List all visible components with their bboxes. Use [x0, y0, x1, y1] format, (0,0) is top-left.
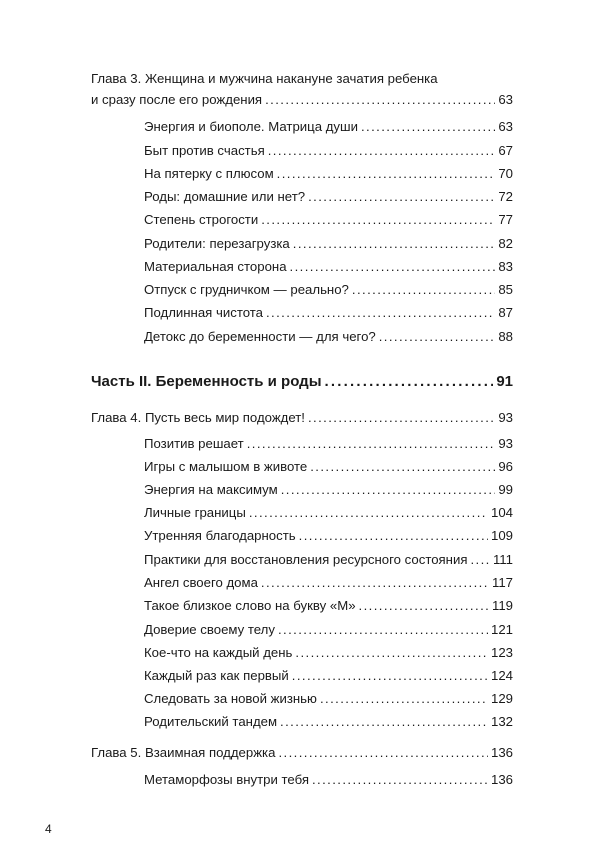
dot-leader	[261, 575, 489, 591]
dot-leader	[278, 622, 488, 638]
toc-entry-page: 85	[498, 282, 513, 297]
toc-entry[interactable]	[144, 305, 513, 321]
toc-entry-page: 104	[490, 505, 513, 520]
dot-leader	[308, 410, 495, 426]
dot-leader	[470, 552, 489, 568]
toc-entry-page: 136	[490, 745, 513, 760]
chapter-3-title-line1: Глава 3. Женщина и мужчина накануне зачатия ребенка	[91, 71, 438, 86]
toc-entry-title: Родители: перезагрузка	[144, 236, 290, 251]
toc-entry-title: Утренняя благодарность	[144, 528, 296, 543]
toc-entry-page: 82	[498, 236, 513, 251]
toc-entry-chapter-4[interactable]	[91, 410, 513, 426]
toc-entry[interactable]	[144, 622, 513, 638]
toc-entry[interactable]	[144, 259, 513, 275]
dot-leader	[281, 482, 496, 498]
toc-entry[interactable]	[144, 645, 513, 661]
toc-entry-page: 77	[498, 212, 513, 227]
dot-leader	[265, 92, 495, 108]
toc-entry-title: Глава 4. Пусть весь мир подождет!	[91, 410, 305, 425]
toc-entry-page: 63	[498, 92, 513, 107]
toc-entry-part-2[interactable]	[91, 374, 513, 390]
toc-entry-title: Быт против счастья	[144, 143, 265, 158]
toc-entry[interactable]	[144, 552, 513, 568]
toc-entry-title: Доверие своему телу	[144, 622, 275, 637]
toc-entry-title: Каждый раз как первый	[144, 668, 289, 683]
toc-entry-title: Материальная сторона	[144, 259, 287, 274]
toc-entry-page: 91	[496, 373, 513, 390]
dot-leader	[261, 212, 495, 228]
dot-leader	[379, 329, 496, 345]
toc-entry-title: Энергия и биополе. Матрица души	[144, 119, 358, 134]
toc-entry-page: 129	[490, 691, 513, 706]
dot-leader	[277, 166, 496, 182]
toc-entry-title: Энергия на максимум	[144, 482, 278, 497]
toc-entry-page: 93	[498, 410, 513, 425]
toc-entry-page: 88	[498, 329, 513, 344]
toc-entry-page: 124	[490, 668, 513, 683]
toc-entry[interactable]	[144, 436, 513, 452]
toc-entry-title: Практики для восстановления ресурсного состояния	[144, 552, 468, 567]
toc-entry[interactable]	[144, 119, 513, 135]
toc-entry-title: Метаморфозы внутри тебя	[144, 772, 309, 787]
toc-entry[interactable]	[144, 236, 513, 252]
page-number: 4	[45, 822, 52, 836]
toc-entry-title: Такое близкое слово на букву «М»	[144, 598, 356, 613]
toc-entry-title: Кое-что на каждый день	[144, 645, 293, 660]
toc-entry[interactable]	[144, 282, 513, 298]
toc-entry-page: 70	[498, 166, 513, 181]
toc-entry-title: Следовать за новой жизнью	[144, 691, 317, 706]
toc-entry[interactable]	[144, 482, 513, 498]
toc-entry-title: Позитив решает	[144, 436, 244, 451]
dot-leader	[266, 305, 495, 321]
toc-entry[interactable]	[144, 189, 513, 205]
toc-entry-title: Глава 5. Взаимная поддержка	[91, 745, 276, 760]
toc-entry-title: Родительский тандем	[144, 714, 278, 729]
toc-entry-title: Отпуск с грудничком — реально?	[144, 282, 349, 297]
toc-entry[interactable]	[144, 575, 513, 591]
dot-leader	[280, 714, 488, 730]
toc-entry-page: 109	[490, 528, 513, 543]
toc-entry-title: Игры с малышом в животе	[144, 459, 308, 474]
toc-entry-page: 87	[498, 305, 513, 320]
dot-leader	[292, 668, 488, 684]
toc-entry[interactable]	[144, 772, 513, 788]
toc-entry[interactable]	[144, 598, 513, 614]
toc-entry-page: 93	[498, 436, 513, 451]
toc-entry-title: Подлинная чистота	[144, 305, 263, 320]
dot-leader	[295, 645, 488, 661]
toc-entry-page: 111	[492, 552, 513, 567]
dot-leader	[352, 282, 495, 298]
dot-leader	[308, 189, 495, 205]
dot-leader	[325, 374, 494, 390]
dot-leader	[359, 598, 489, 614]
toc-entry-page: 72	[498, 189, 513, 204]
toc-entry-page: 96	[498, 459, 513, 474]
toc-entry[interactable]	[144, 691, 513, 707]
toc-entry-page: 136	[490, 772, 513, 787]
toc-entry-title: Личные границы	[144, 505, 246, 520]
dot-leader	[320, 691, 488, 707]
toc-entry[interactable]	[144, 459, 513, 475]
toc-entry-title: На пятерку с плюсом	[144, 166, 274, 181]
toc-entry-chapter-5[interactable]	[91, 745, 513, 761]
dot-leader	[312, 772, 488, 788]
toc-entry-page: 117	[491, 575, 513, 590]
dot-leader	[299, 528, 488, 544]
dot-leader	[278, 745, 488, 761]
toc-entry[interactable]	[144, 505, 513, 521]
toc-entry-page: 83	[498, 259, 513, 274]
dot-leader	[310, 459, 495, 475]
dot-leader	[268, 143, 496, 159]
toc-entry-page: 63	[498, 119, 513, 134]
toc-entry-page: 67	[498, 143, 513, 158]
dot-leader	[361, 119, 495, 135]
dot-leader	[290, 259, 496, 275]
toc-entry[interactable]	[144, 329, 513, 345]
toc-entry[interactable]	[144, 212, 513, 228]
toc-entry-page: 119	[491, 598, 513, 613]
toc-entry-title: Детокс до беременности — для чего?	[144, 329, 376, 344]
toc-entry-title: Ангел своего дома	[144, 575, 258, 590]
toc-entry[interactable]	[144, 528, 513, 544]
toc-entry-page: 99	[498, 482, 513, 497]
toc-entry-title: Степень строгости	[144, 212, 259, 227]
toc-entry-page: 121	[490, 622, 513, 637]
toc-entry[interactable]	[144, 714, 513, 730]
toc-entry-title: Роды: домашние или нет?	[144, 189, 306, 204]
toc-entry[interactable]	[144, 166, 513, 182]
toc-entry[interactable]	[144, 668, 513, 684]
dot-leader	[247, 436, 496, 452]
toc-entry-title: Часть II. Беременность и роды	[91, 373, 322, 390]
toc-entry[interactable]	[144, 143, 513, 159]
toc-entry-title: и сразу после его рождения	[91, 92, 263, 107]
toc-entry-page: 123	[490, 645, 513, 660]
toc-entry-page: 132	[490, 714, 513, 729]
dot-leader	[293, 236, 496, 252]
toc-entry-chapter-3[interactable]	[91, 92, 513, 108]
dot-leader	[249, 505, 488, 521]
